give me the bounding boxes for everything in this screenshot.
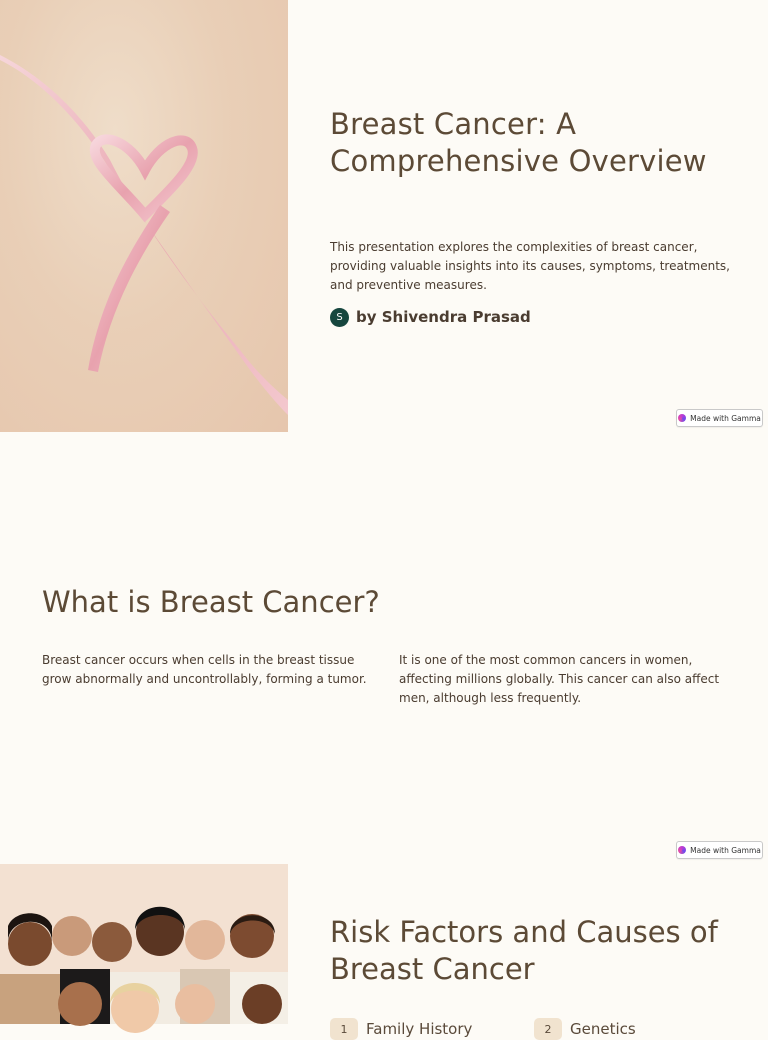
right-column-text: It is one of the most common cancers in women, affecting millions globally. This cancer can also affect men, although less frequently. xyxy=(399,653,720,705)
list-item xyxy=(330,1018,472,1040)
avatar: S xyxy=(330,308,349,327)
slide-risk-factors xyxy=(0,864,768,1038)
gamma-logo-icon xyxy=(678,846,686,854)
made-with-gamma-badge[interactable] xyxy=(676,409,763,427)
gamma-logo-icon xyxy=(678,414,686,422)
people-illustration xyxy=(0,864,288,1024)
made-with-gamma-badge[interactable] xyxy=(676,841,763,859)
slide-what-is xyxy=(0,432,768,864)
pink-ribbon-icon xyxy=(0,0,288,432)
presentation-description: This presentation explores the complexities of breast cancer, providing valuable insights into its causes, symptoms, treatments, and preventive measures. xyxy=(330,240,730,292)
item-number: 1 xyxy=(330,1018,358,1040)
pink-ribbon-image xyxy=(0,0,288,432)
item-number: 2 xyxy=(534,1018,562,1040)
item-label: Genetics xyxy=(570,1020,636,1038)
item-label: Family History xyxy=(366,1020,473,1038)
group-of-women-image xyxy=(0,864,288,1024)
author-name: by Shivendra Prasad xyxy=(356,308,531,326)
slide-title xyxy=(0,0,768,432)
badge-label: Made with Gamma xyxy=(690,413,761,423)
author-byline xyxy=(330,306,531,328)
slide-heading: Risk Factors and Causes of Breast Cancer xyxy=(330,915,718,986)
badge-label: Made with Gamma xyxy=(690,845,761,855)
presentation-title: Breast Cancer: A Comprehensive Overview xyxy=(330,107,707,178)
slide-heading: What is Breast Cancer? xyxy=(42,585,380,619)
list-item xyxy=(534,1018,636,1040)
left-column-text: Breast cancer occurs when cells in the breast tissue grow abnormally and uncontrollably, forming a tumor. xyxy=(42,653,367,686)
